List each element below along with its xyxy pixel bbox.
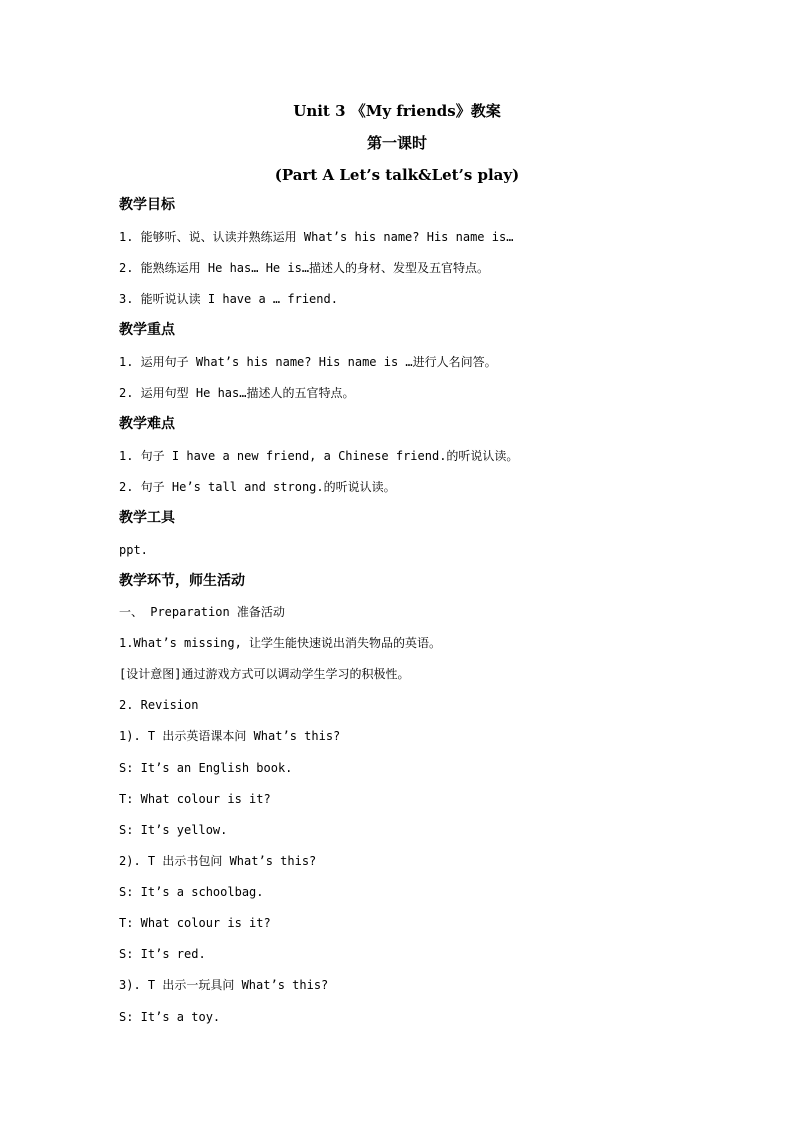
difficulties-heading: 教学难点: [119, 416, 175, 432]
objective-item: 3. 能听说认读 I have a … friend.: [119, 292, 338, 306]
part-subtitle: (Part A Let’s talk&Let’s play): [274, 166, 520, 184]
activity-line: 2. Revision: [119, 698, 199, 712]
activity-line: T: What colour is it?: [119, 916, 271, 930]
activity-line: 3). T 出示一玩具问 What’s this?: [119, 978, 329, 992]
tool-item: ppt.: [119, 543, 148, 557]
objective-item: 1. 能够听、说、认读并熟练运用 What’s his name? His name is…: [119, 230, 514, 244]
objectives-heading: 教学目标: [119, 197, 175, 213]
activity-line: 1). T 出示英语课本问 What’s this?: [119, 729, 341, 743]
difficulty-item: 2. 句子 He’s tall and strong.的听说认读。: [119, 480, 396, 494]
activity-line: S: It’s an English book.: [119, 761, 293, 775]
key-point-item: 2. 运用句型 He has…描述人的五官特点。: [119, 386, 355, 400]
objective-item: 2. 能熟练运用 He has… He is…描述人的身材、发型及五官特点。: [119, 261, 490, 275]
activity-line: S: It’s a schoolbag.: [119, 885, 264, 899]
activity-line: [设计意图]通过游戏方式可以调动学生学习的积极性。: [119, 667, 410, 681]
activity-line: 1.What’s missing, 让学生能快速说出消失物品的英语。: [119, 636, 442, 650]
key-point-item: 1. 运用句子 What’s his name? His name is …进行人名问答。: [119, 355, 497, 369]
activity-line: T: What colour is it?: [119, 792, 271, 806]
document-title: Unit 3 《My friends》教案: [293, 102, 501, 120]
activities-heading: 教学环节，师生活动: [119, 573, 245, 589]
activity-line: 2). T 出示书包问 What’s this?: [119, 854, 317, 868]
activity-line: S: It’s a toy.: [119, 1010, 221, 1024]
lesson-title: 第一课时: [366, 134, 427, 152]
difficulty-item: 1. 句子 I have a new friend, a Chinese friend.的听说认读。: [119, 449, 519, 463]
tools-heading: 教学工具: [119, 510, 175, 526]
activity-line: S: It’s red.: [119, 947, 206, 961]
key-points-heading: 教学重点: [119, 322, 175, 338]
activity-line: 一、 Preparation 准备活动: [119, 605, 285, 619]
activity-line: S: It’s yellow.: [119, 823, 228, 837]
